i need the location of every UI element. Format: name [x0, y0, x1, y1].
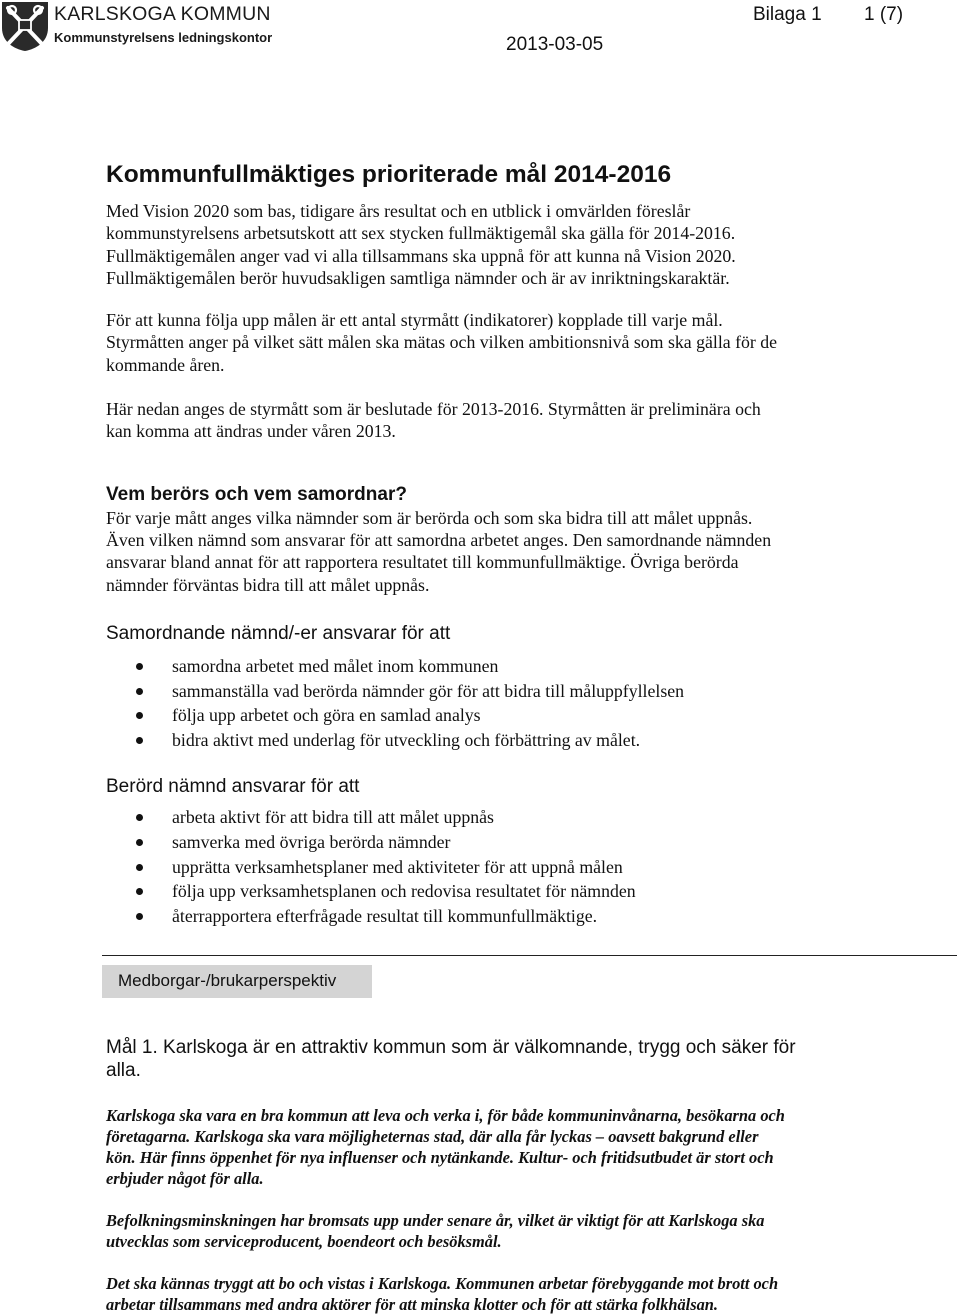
affected-list [106, 805, 896, 929]
text-line: Mål 1. Karlskoga är en attraktiv kommun som är välkomnande, trygg och säker för [106, 1037, 796, 1058]
section-divider [102, 955, 957, 956]
attachment-label: Bilaga 1 [753, 4, 822, 25]
affected-heading: Berörd nämnd ansvarar för att [106, 776, 360, 798]
text-line: Styrmåtten anger på vilket sätt målen ska mätas och vilken ambitionsnivå som ska gälla för de [106, 332, 778, 353]
organization-department: Kommunstyrelsens ledningskontor [54, 30, 273, 45]
text-line: För varje mått anges vilka nämnder som är berörda och som ska bidra till att målet uppnås. [106, 507, 753, 528]
text-line: Fullmäktigemålen berör huvudsakligen samtliga nämnder och är av inriktningskaraktär. [106, 267, 730, 288]
measures-paragraph [106, 309, 896, 376]
text-line: Det ska kännas tryggt att bo och vistas i Karlskoga. Kommunen arbetar förebyggande mot brott och [106, 1274, 779, 1293]
text-line: alla. [106, 1060, 141, 1081]
text-line: kommunstyrelsens arbetsutskott att sex stycken fullmäktigemål ska gälla för 2014-2016. [106, 223, 736, 244]
who-paragraph [106, 507, 896, 596]
list-item: sammanställa vad berörda nämnder gör för att bidra till måluppfyllelsen [106, 679, 896, 704]
text-line: företagarna. Karlskoga ska vara möjligheternas stad, där alla får lyckas – oavsett bakgrund eller [106, 1127, 759, 1146]
list-item: samverka med övriga berörda nämnder [106, 830, 896, 855]
list-item: följa upp arbetet och göra en samlad analys [106, 703, 896, 728]
list-item: upprätta verksamhetsplaner med aktiviteter för att uppnå målen [106, 855, 896, 880]
document-body [106, 160, 896, 929]
text-line: För att kunna följa upp målen är ett antal styrmått (indikatorer) kopplade till varje mål. [106, 310, 723, 331]
page-number: 1 (7) [864, 4, 904, 25]
decided-paragraph [106, 398, 896, 443]
text-line: Här nedan anges de styrmått som är beslutade för 2013-2016. Styrmåtten är preliminära och [106, 399, 761, 420]
list-item: återrapportera efterfrågade resultat till kommunfullmäktige. [106, 904, 896, 929]
list-item: bidra aktivt med underlag för utveckling och förbättring av målet. [106, 728, 896, 753]
text-line: arbetar tillsammans med andra aktörer för att minska klotter och för att stärka folkhälsan. [106, 1295, 718, 1314]
karlskoga-coat-of-arms-logo [0, 0, 50, 52]
perspective-label: Medborgar-/brukarperspektiv [102, 965, 372, 998]
text-line: Befolkningsminskningen har bromsats upp under senare år, vilket är viktigt för att Karlskoga ska [106, 1211, 765, 1230]
list-item: arbeta aktivt för att bidra till att målet uppnås [106, 805, 896, 830]
text-line: nämnder förväntas bidra till att målet uppnås. [106, 574, 430, 595]
document-date: 2013-03-05 [506, 34, 604, 55]
text-line: ansvarar bland annat för att rapportera resultatet till kommunfullmäktige. Övriga berörda [106, 552, 739, 573]
coordinating-heading: Samordnande nämnd/-er ansvarar för att [106, 622, 451, 644]
population-paragraph [106, 1210, 881, 1252]
text-line: Även vilken nämnd som ansvarar för att samordna arbetet anges. Den samordnande nämnden [106, 529, 772, 550]
goal-1-heading [106, 1036, 866, 1082]
goal-1-description [106, 1105, 881, 1189]
text-line: Fullmäktigemålen anger vad vi alla tillsammans ska uppnå för att kunna nå Vision 2020. [106, 245, 736, 266]
document-title: Kommunfullmäktiges prioriterade mål 2014-2016 [106, 161, 672, 188]
safety-paragraph [106, 1273, 881, 1315]
coordinating-list [106, 654, 896, 753]
text-line: utvecklas som serviceproducent, boendeort och besöksmål. [106, 1232, 502, 1251]
text-line: kön. Här finns öppenhet för nya influenser och nytänkande. Kultur- och fritidsutbudet är stort och [106, 1148, 774, 1167]
intro-paragraph [106, 200, 896, 289]
list-item: följa upp verksamhetsplanen och redovisa resultatet för nämnden [106, 879, 896, 904]
section-heading-who: Vem berörs och vem samordnar? [106, 483, 407, 505]
list-item: samordna arbetet med målet inom kommunen [106, 654, 896, 679]
text-line: Med Vision 2020 som bas, tidigare års resultat och en utblick i omvärlden föreslår [106, 201, 691, 221]
text-line: kan komma att ändras under våren 2013. [106, 421, 396, 442]
text-line: kommande åren. [106, 354, 225, 375]
organization-name: KARLSKOGA KOMMUN [54, 3, 271, 25]
text-line: erbjuder något för alla. [106, 1169, 264, 1188]
text-line: Karlskoga ska vara en bra kommun att leva och verka i, för både kommuninvånarna, besökarna och [106, 1106, 785, 1125]
